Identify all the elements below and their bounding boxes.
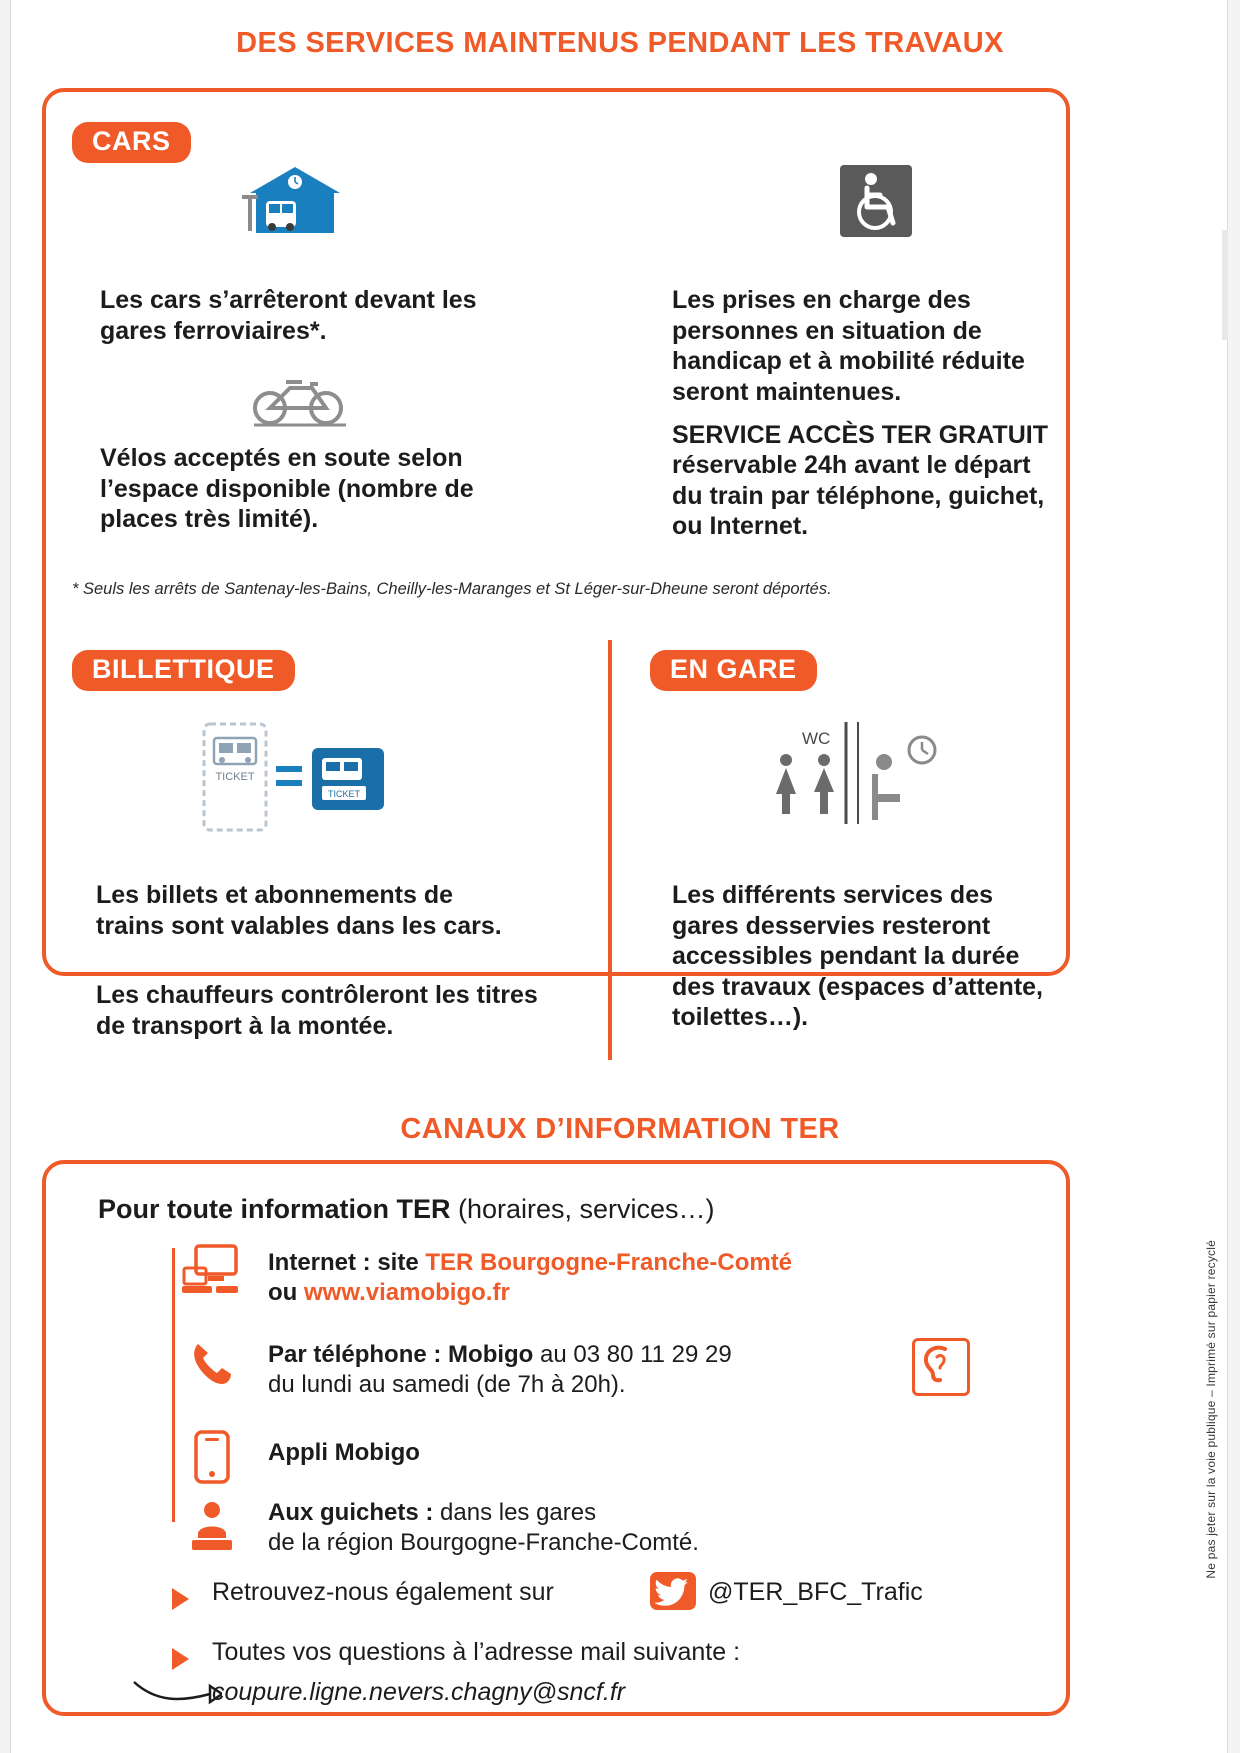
tag-cars: CARS [72, 122, 191, 163]
recycled-paper-note: Ne pas jeter sur la voie publique – Imprimé sur papier recyclé [1204, 1240, 1218, 1579]
vertical-divider [608, 640, 612, 1060]
phone-icon [190, 1340, 234, 1388]
telephone-label: Par téléphone : Mobigo [268, 1341, 534, 1368]
billettique-text-2: Les chauffeurs contrôleront les titres de transport à la montée. [96, 981, 538, 1040]
canaux-heading-light: (horaires, services…) [450, 1194, 715, 1224]
cars-right-text-2: réservable 24h avant le départ du train par téléphone, guichet, ou Internet. [672, 451, 1045, 540]
mail-address[interactable]: coupure.ligne.nevers.chagny@sncf.fr [212, 1678, 626, 1706]
internet-ou: ou [268, 1278, 304, 1306]
tag-billettique: BILLETTIQUE [72, 650, 295, 691]
ticket-equals-ticket-icon [200, 718, 390, 838]
cars-left-text-1: Les cars s’arrêteront devant les gares ferroviaires*. [100, 286, 477, 345]
telephone-hours: du lundi au samedi (de 7h à 20h). [268, 1370, 626, 1398]
scan-edge-right [1227, 0, 1240, 1753]
internet-brand: TER Bourgogne-Franche-Comté [425, 1249, 793, 1276]
footnote-arrets: * Seuls les arrêts de Santenay-les-Bains, Cheilly-les-Maranges et St Léger-sur-Dheune seront déportés. [72, 580, 832, 598]
internet-label: Internet : site [268, 1249, 426, 1276]
telephone-number: au 03 80 11 29 29 [533, 1341, 732, 1368]
arrow-icon [132, 1676, 222, 1712]
row-internet [268, 1248, 908, 1308]
cars-left-text-2: Vélos acceptés en soute selon l’espace disponible (nombre de places très limité). [100, 444, 474, 533]
billettique-text-1: Les billets et abonnements de trains sont valables dans les cars. [96, 881, 502, 940]
hearing-assistance-icon [912, 1338, 970, 1396]
canaux-rail [172, 1248, 175, 1522]
canaux-heading-strong: Pour toute information TER [98, 1194, 451, 1224]
page-title-canaux: CANAUX D’INFORMATION TER [400, 1113, 840, 1145]
page-title-services: DES SERVICES MAINTENUS PENDANT LES TRAVAUX [236, 27, 1004, 59]
cars-right-text-2-strong: SERVICE ACCÈS TER GRATUIT [672, 421, 1048, 449]
twitter-handle[interactable]: @TER_BFC_Trafic [708, 1578, 923, 1606]
bicycle-icon [250, 370, 350, 430]
appli-label: Appli Mobigo [268, 1439, 420, 1466]
station-services-icon [760, 718, 950, 828]
twitter-icon[interactable] [650, 1572, 696, 1610]
scan-artifact [1222, 230, 1228, 340]
guichets-text: dans les gares [433, 1499, 597, 1526]
bullet-triangle-mail [172, 1648, 189, 1670]
internet-site[interactable]: www.viamobigo.fr [304, 1278, 510, 1306]
svg-text:TICKET: TICKET [327, 789, 361, 799]
svg-text:TICKET: TICKET [215, 771, 255, 783]
ticket-counter-icon [188, 1500, 236, 1552]
en-gare-text-1: Les différents services des gares desservies resteront accessibles pendant la durée des travaux (espaces d’attente, toilettes…). [672, 881, 1043, 1031]
scan-edge-left [0, 0, 11, 1753]
svg-text:WC: WC [802, 729, 831, 748]
cars-right-text-1: Les prises en charge des personnes en situation de handicap et à mobilité réduite seront maintenues. [672, 286, 1025, 406]
row-appli [268, 1438, 420, 1468]
row-twitter [212, 1578, 554, 1607]
row-guichets [268, 1498, 908, 1558]
guichets-label: Aux guichets : [268, 1499, 434, 1526]
station-bus-icon [240, 165, 350, 235]
mail-intro: Toutes vos questions à l’adresse mail suivante : [212, 1638, 741, 1666]
bullet-triangle-twitter [172, 1588, 189, 1610]
guichets-text2: de la région Bourgogne-Franche-Comté. [268, 1528, 699, 1556]
computer-icon [182, 1242, 240, 1300]
canaux-heading [98, 1194, 715, 1225]
tag-en-gare: EN GARE [650, 650, 817, 691]
row-telephone [268, 1340, 868, 1400]
twitter-text: Retrouvez-nous également sur [212, 1578, 554, 1606]
mobile-app-icon [192, 1430, 232, 1484]
wheelchair-icon [840, 165, 912, 237]
